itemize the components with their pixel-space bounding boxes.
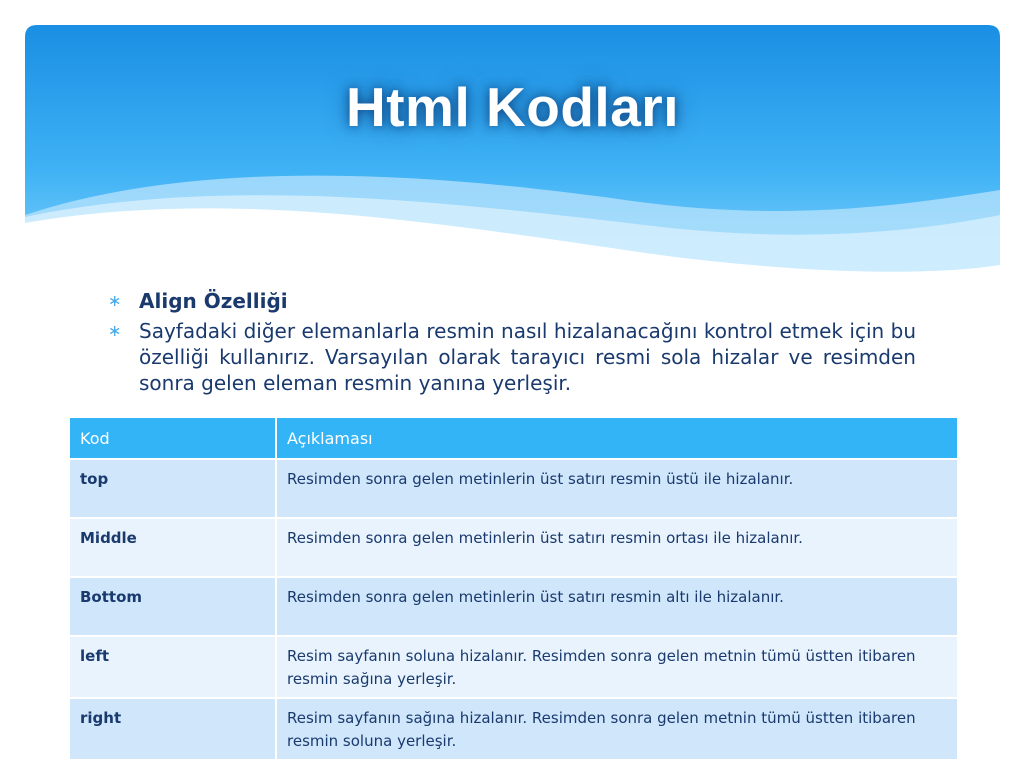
header-description: Açıklaması [276,417,958,459]
codes-table [68,416,959,761]
table-row [69,698,958,760]
slide-title: Html Kodları [346,76,679,138]
bullet-description: Sayfadaki diğer elemanlarla resmin nasıl hizalanacağını kontrol etmek için bu özelliği kullanırız. Varsayılan olarak tarayıcı resmi sola hizalar ve resimden sonra gelen eleman resmin yanına yerleşir. [139,319,916,395]
table-row [69,577,958,636]
cell-description: Resimden sonra gelen metinlerin üst satırı resmin altı ile hizalanır. [276,577,958,636]
cell-description: Resimden sonra gelen metinlerin üst satırı resmin üstü ile hizalanır. [276,459,958,518]
banner-wave-graphic [25,25,1000,290]
cell-code: left [69,636,276,698]
table-row [69,636,958,698]
bullet-item [108,288,916,314]
table-row [69,518,958,577]
cell-code: Middle [69,518,276,577]
cell-code: right [69,698,276,760]
cell-code: Bottom [69,577,276,636]
cell-description: Resim sayfanın sağına hizalanır. Resimden sonra gelen metnin tümü üstten itibaren resmin soluna yerleşir. [276,698,958,760]
cell-code: top [69,459,276,518]
align-codes-table [68,416,957,761]
header-code: Kod [69,417,276,459]
title-banner [25,25,1000,290]
bullet-list [108,288,916,400]
table-header-row [69,417,958,459]
cell-description: Resim sayfanın soluna hizalanır. Resimden sonra gelen metnin tümü üstten itibaren resmin sağına yerleşir. [276,636,958,698]
bullet-heading: Align Özelliği [139,289,288,313]
table-row [69,459,958,518]
bullet-marker-icon: ∗ [108,291,122,310]
bullet-marker-icon: ∗ [108,321,122,340]
bullet-item [108,318,916,396]
cell-description: Resimden sonra gelen metinlerin üst satırı resmin ortası ile hizalanır. [276,518,958,577]
